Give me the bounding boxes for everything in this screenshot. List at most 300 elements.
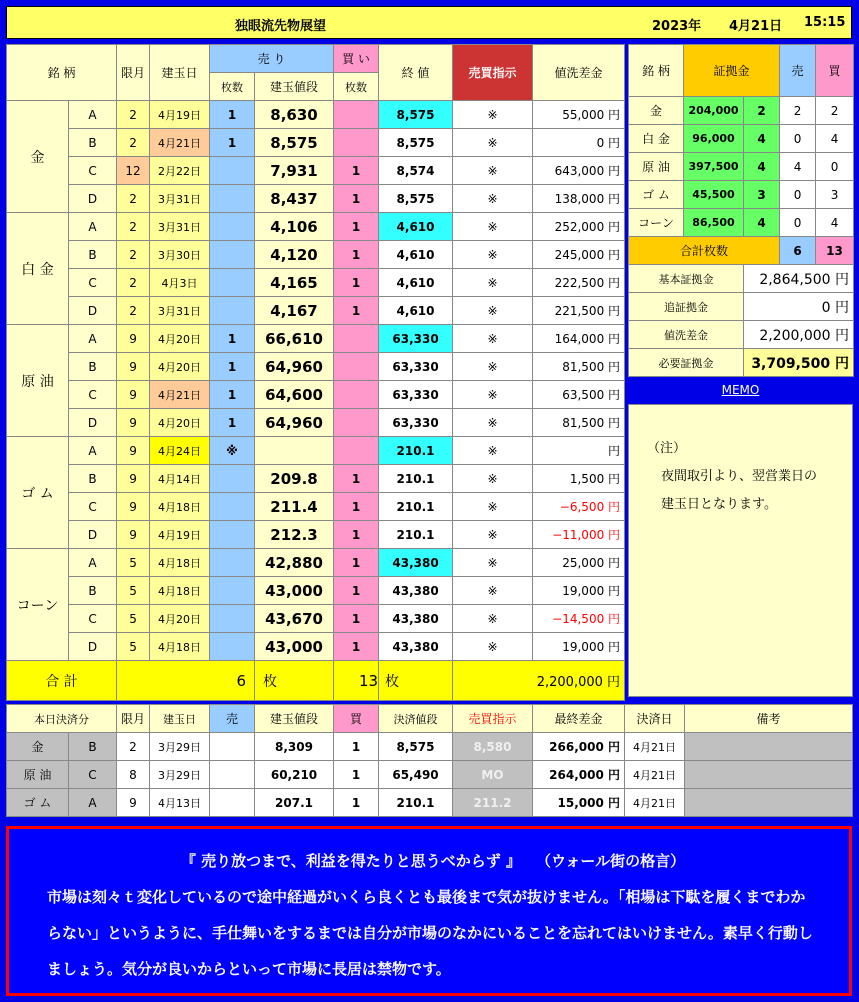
position-row	[7, 185, 625, 213]
sell-count	[210, 549, 255, 577]
col-buy-count: 枚数	[334, 73, 379, 101]
settle-final-diff: 266,000 円	[533, 733, 625, 761]
memo-note: （注）	[647, 441, 687, 456]
position-row	[7, 605, 625, 633]
close-price: 8,575	[379, 101, 453, 129]
buy-count: 1	[334, 549, 379, 577]
close-price: 210.1	[379, 465, 453, 493]
instruction-mark[interactable]: ※	[453, 129, 533, 157]
contract-month: 2	[117, 185, 150, 213]
open-date: 4月20日	[150, 353, 210, 381]
contract-key: B	[69, 241, 117, 269]
total-diff: 2,200,000 円	[453, 661, 625, 701]
settle-col-10: 備考	[685, 705, 853, 733]
settle-name: ゴ ム	[7, 789, 69, 817]
col-close: 終 値	[379, 45, 453, 101]
settle-col-4: 建玉値段	[255, 705, 334, 733]
col-open-date: 建玉日	[150, 45, 210, 101]
contract-key: D	[69, 521, 117, 549]
open-price: 4,120	[255, 241, 334, 269]
margin-row	[629, 153, 854, 181]
margin-sell: 0	[780, 209, 816, 237]
margin-col-buy: 買	[816, 45, 854, 97]
close-price: 8,575	[379, 185, 453, 213]
diff-value: 19,000 円	[533, 633, 625, 661]
total-label: 合 計	[7, 661, 117, 701]
close-price: 63,330	[379, 325, 453, 353]
margin-name: コーン	[629, 209, 684, 237]
commodity-name: 金	[7, 101, 69, 213]
margin-buy: 4	[816, 125, 854, 153]
buy-count	[334, 437, 379, 465]
contract-key: C	[69, 269, 117, 297]
settlement-row	[7, 733, 853, 761]
open-date: 4月18日	[150, 549, 210, 577]
position-row	[7, 549, 625, 577]
total-sell: 6	[117, 661, 255, 701]
instruction-mark[interactable]: ※	[453, 157, 533, 185]
memo-line-1: 夜間取引より、翌営業日の	[661, 469, 818, 484]
total-unit-buy: 枚	[379, 661, 453, 701]
settle-col-7: 売買指示	[453, 705, 533, 733]
contract-month: 2	[117, 129, 150, 157]
open-price: 64,960	[255, 353, 334, 381]
col-instruction[interactable]: 売買指示	[453, 45, 533, 101]
position-row	[7, 101, 625, 129]
settle-open-price: 8,309	[255, 733, 334, 761]
diff-value: 1,500 円	[533, 465, 625, 493]
open-price	[255, 437, 334, 465]
col-sell-count: 枚数	[210, 73, 255, 101]
quote-body: 市場は刻々ｔ変化しているので途中経過がいくら良くとも最後まで気が抜けません。「相場は下駄を履くまでわからない」というように、手仕舞いをするまでは自分が市場のなかにいることを忘れてはいけません。素早く行動しましょう。気分が良いからといって市場に長居は禁物です。	[47, 888, 813, 978]
contract-key: B	[69, 353, 117, 381]
settle-col-8: 最終差金	[533, 705, 625, 733]
settle-final-diff: 264,000 円	[533, 761, 625, 789]
diff-value: 81,500 円	[533, 353, 625, 381]
buy-count: 1	[334, 297, 379, 325]
margin-row	[629, 181, 854, 209]
margin-row	[629, 97, 854, 125]
position-row	[7, 241, 625, 269]
settle-col-3: 売	[210, 705, 255, 733]
contract-key: D	[69, 633, 117, 661]
close-price: 8,574	[379, 157, 453, 185]
open-price: 66,610	[255, 325, 334, 353]
margin-amount: 204,000	[684, 97, 744, 125]
contract-month: 9	[117, 409, 150, 437]
basic-margin-label: 基本証拠金	[629, 265, 744, 293]
instruction-mark[interactable]: ※	[453, 493, 533, 521]
position-row	[7, 353, 625, 381]
margin-row	[629, 125, 854, 153]
sell-count: ※	[210, 437, 255, 465]
instruction-mark[interactable]: ※	[453, 185, 533, 213]
close-price: 43,380	[379, 633, 453, 661]
open-price: 8,437	[255, 185, 334, 213]
settle-sell	[210, 761, 255, 789]
buy-count: 1	[334, 605, 379, 633]
margin-table	[628, 44, 854, 377]
sell-count	[210, 157, 255, 185]
position-row	[7, 325, 625, 353]
open-price: 42,880	[255, 549, 334, 577]
margin-total-sell: 6	[780, 237, 816, 265]
diff-value: 643,000 円	[533, 157, 625, 185]
open-date: 2月22日	[150, 157, 210, 185]
close-price: 43,380	[379, 577, 453, 605]
open-date: 4月18日	[150, 577, 210, 605]
margin-buy: 0	[816, 153, 854, 181]
memo-link[interactable]: MEMO	[721, 383, 760, 397]
settle-close-price: 210.1	[379, 789, 453, 817]
open-price: 43,000	[255, 633, 334, 661]
sell-count: 1	[210, 129, 255, 157]
diff-value: 252,000 円	[533, 213, 625, 241]
instruction-mark[interactable]: ※	[453, 521, 533, 549]
settle-key: B	[69, 733, 117, 761]
contract-key: C	[69, 381, 117, 409]
settle-note	[685, 761, 853, 789]
settle-name: 原 油	[7, 761, 69, 789]
position-row	[7, 437, 625, 465]
sell-count: 1	[210, 101, 255, 129]
settle-open-date: 4月13日	[150, 789, 210, 817]
buy-count: 1	[334, 465, 379, 493]
settle-buy: 1	[334, 761, 379, 789]
margin-name: 白 金	[629, 125, 684, 153]
col-sell: 売 り	[210, 45, 334, 73]
buy-count	[334, 129, 379, 157]
margin-name: ゴ ム	[629, 181, 684, 209]
instruction-mark[interactable]: ※	[453, 577, 533, 605]
position-row	[7, 409, 625, 437]
wash-diff-label: 値洗差金	[629, 321, 744, 349]
header-time: 15:15	[804, 15, 846, 30]
title-bar	[6, 6, 852, 39]
close-price: 210.1	[379, 437, 453, 465]
contract-key: B	[69, 465, 117, 493]
margin-sell: 2	[780, 97, 816, 125]
contract-month: 2	[117, 297, 150, 325]
settle-open-price: 60,210	[255, 761, 334, 789]
open-date: 4月19日	[150, 521, 210, 549]
contract-month: 2	[117, 213, 150, 241]
contract-month: 12	[117, 157, 150, 185]
position-row	[7, 633, 625, 661]
contract-month: 9	[117, 465, 150, 493]
open-price: 43,670	[255, 605, 334, 633]
margin-buy: 2	[816, 97, 854, 125]
header-date: 4月21日	[729, 19, 783, 34]
sell-count	[210, 297, 255, 325]
instruction-mark[interactable]: ※	[453, 269, 533, 297]
page-title: 独眼流先物展望	[235, 19, 327, 34]
diff-value: 63,500 円	[533, 381, 625, 409]
instruction-mark[interactable]: ※	[453, 381, 533, 409]
open-date: 3月31日	[150, 297, 210, 325]
close-price: 210.1	[379, 493, 453, 521]
settle-note	[685, 789, 853, 817]
buy-count: 1	[334, 521, 379, 549]
quote-title: 『 売り放つまで、利益を得たりと思うべからず 』 （ウォール街の格言）	[180, 852, 686, 870]
col-diff: 値洗差金	[533, 45, 625, 101]
margin-total-buy: 13	[816, 237, 854, 265]
contract-key: A	[69, 437, 117, 465]
positions-table	[6, 44, 625, 701]
memo-panel	[628, 404, 853, 697]
diff-value: 55,000 円	[533, 101, 625, 129]
settle-col-9: 決済日	[625, 705, 685, 733]
contract-month: 2	[117, 101, 150, 129]
open-price: 212.3	[255, 521, 334, 549]
settle-instruction: 8,580	[453, 733, 533, 761]
total-buy: 13	[334, 661, 379, 701]
margin-col-sell: 売	[780, 45, 816, 97]
col-buy: 買 い	[334, 45, 379, 73]
sell-count	[210, 269, 255, 297]
diff-value: 0 円	[533, 129, 625, 157]
buy-count: 1	[334, 185, 379, 213]
position-row	[7, 213, 625, 241]
settle-col-1: 限月	[117, 705, 150, 733]
margin-count: 2	[744, 97, 780, 125]
buy-count: 1	[334, 493, 379, 521]
settle-buy: 1	[334, 789, 379, 817]
diff-value: 25,000 円	[533, 549, 625, 577]
close-price: 63,330	[379, 409, 453, 437]
settle-open-date: 3月29日	[150, 733, 210, 761]
buy-count	[334, 353, 379, 381]
settle-instruction: 211.2	[453, 789, 533, 817]
contract-key: D	[69, 185, 117, 213]
open-price: 8,575	[255, 129, 334, 157]
instruction-mark[interactable]: ※	[453, 297, 533, 325]
buy-count: 1	[334, 633, 379, 661]
instruction-mark[interactable]: ※	[453, 325, 533, 353]
open-date: 4月20日	[150, 325, 210, 353]
margin-col-name: 銘 柄	[629, 45, 684, 97]
instruction-mark[interactable]: ※	[453, 409, 533, 437]
col-month: 限月	[117, 45, 150, 101]
margin-row	[629, 209, 854, 237]
contract-month: 5	[117, 633, 150, 661]
contract-month: 9	[117, 493, 150, 521]
settlement-row	[7, 789, 853, 817]
contract-key: C	[69, 157, 117, 185]
commodity-name: 原 油	[7, 325, 69, 437]
instruction-mark[interactable]: ※	[453, 465, 533, 493]
open-date: 4月19日	[150, 101, 210, 129]
open-price: 4,167	[255, 297, 334, 325]
margin-sell: 0	[780, 125, 816, 153]
instruction-mark[interactable]: ※	[453, 241, 533, 269]
diff-value: 円	[533, 437, 625, 465]
contract-month: 9	[117, 381, 150, 409]
contract-key: A	[69, 325, 117, 353]
contract-month: 5	[117, 549, 150, 577]
position-row	[7, 129, 625, 157]
margin-count: 4	[744, 153, 780, 181]
contract-month: 2	[117, 241, 150, 269]
margin-name: 金	[629, 97, 684, 125]
instruction-mark[interactable]: ※	[453, 549, 533, 577]
sell-count	[210, 605, 255, 633]
extra-margin-label: 追証拠金	[629, 293, 744, 321]
buy-count	[334, 325, 379, 353]
buy-count: 1	[334, 241, 379, 269]
basic-margin-value: 2,864,500 円	[744, 265, 854, 293]
header-year: 2023年	[652, 19, 702, 34]
margin-amount: 86,500	[684, 209, 744, 237]
contract-month: 9	[117, 353, 150, 381]
col-name: 銘 柄	[7, 45, 117, 101]
settle-sell	[210, 789, 255, 817]
diff-value: −14,500 円	[533, 605, 625, 633]
position-row	[7, 157, 625, 185]
diff-value: 138,000 円	[533, 185, 625, 213]
sell-count: 1	[210, 409, 255, 437]
settle-date: 4月21日	[625, 789, 685, 817]
settle-close-price: 65,490	[379, 761, 453, 789]
open-date: 4月21日	[150, 381, 210, 409]
margin-sell: 0	[780, 181, 816, 209]
open-price: 4,106	[255, 213, 334, 241]
required-margin-value: 3,709,500 円	[744, 349, 854, 377]
open-price: 64,600	[255, 381, 334, 409]
diff-value: 222,500 円	[533, 269, 625, 297]
extra-margin-value: 0 円	[744, 293, 854, 321]
contract-month: 2	[117, 269, 150, 297]
open-date: 4月20日	[150, 409, 210, 437]
open-date: 3月31日	[150, 185, 210, 213]
margin-amount: 397,500	[684, 153, 744, 181]
open-price: 43,000	[255, 577, 334, 605]
diff-value: 221,500 円	[533, 297, 625, 325]
instruction-mark[interactable]: ※	[453, 213, 533, 241]
wash-diff-value: 2,200,000 円	[744, 321, 854, 349]
sell-count: 1	[210, 353, 255, 381]
sell-count	[210, 577, 255, 605]
contract-month: 9	[117, 437, 150, 465]
settle-date: 4月21日	[625, 733, 685, 761]
buy-count: 1	[334, 157, 379, 185]
commodity-name: 白 金	[7, 213, 69, 325]
sell-count	[210, 521, 255, 549]
diff-value: 19,000 円	[533, 577, 625, 605]
open-date: 4月20日	[150, 605, 210, 633]
sell-count	[210, 213, 255, 241]
instruction-mark[interactable]: ※	[453, 437, 533, 465]
contract-month: 5	[117, 605, 150, 633]
memo-line-2: 建玉日となります。	[661, 497, 777, 512]
close-price: 8,575	[379, 129, 453, 157]
instruction-mark[interactable]: ※	[453, 101, 533, 129]
total-unit-sell: 枚	[255, 661, 334, 701]
position-row	[7, 577, 625, 605]
contract-key: C	[69, 493, 117, 521]
sell-count	[210, 493, 255, 521]
settle-open-date: 3月29日	[150, 761, 210, 789]
open-price: 4,165	[255, 269, 334, 297]
settle-note	[685, 733, 853, 761]
open-date: 4月24日	[150, 437, 210, 465]
settle-month: 9	[117, 789, 150, 817]
settle-date: 4月21日	[625, 761, 685, 789]
close-price: 43,380	[379, 605, 453, 633]
instruction-mark[interactable]: ※	[453, 605, 533, 633]
settle-close-price: 8,575	[379, 733, 453, 761]
contract-month: 9	[117, 325, 150, 353]
contract-key: B	[69, 129, 117, 157]
margin-count: 4	[744, 125, 780, 153]
contract-key: D	[69, 409, 117, 437]
buy-count	[334, 101, 379, 129]
diff-value: −11,000 円	[533, 521, 625, 549]
close-price: 4,610	[379, 297, 453, 325]
commodity-name: コーン	[7, 549, 69, 661]
settle-key: C	[69, 761, 117, 789]
margin-sell: 4	[780, 153, 816, 181]
open-price: 211.4	[255, 493, 334, 521]
open-date: 4月3日	[150, 269, 210, 297]
margin-total-label: 合計枚数	[629, 237, 780, 265]
margin-amount: 96,000	[684, 125, 744, 153]
close-price: 210.1	[379, 521, 453, 549]
commodity-name: ゴ ム	[7, 437, 69, 549]
contract-key: A	[69, 549, 117, 577]
contract-key: A	[69, 213, 117, 241]
settle-buy: 1	[334, 733, 379, 761]
contract-month: 9	[117, 521, 150, 549]
settle-sell	[210, 733, 255, 761]
settle-col-0: 本日決済分	[7, 705, 117, 733]
sell-count	[210, 633, 255, 661]
buy-count: 1	[334, 269, 379, 297]
sell-count: 1	[210, 381, 255, 409]
close-price: 63,330	[379, 381, 453, 409]
diff-value: 81,500 円	[533, 409, 625, 437]
settle-instruction: MO	[453, 761, 533, 789]
margin-count: 4	[744, 209, 780, 237]
close-price: 43,380	[379, 549, 453, 577]
position-row	[7, 493, 625, 521]
settle-col-5: 買	[334, 705, 379, 733]
margin-name: 原 油	[629, 153, 684, 181]
margin-buy: 3	[816, 181, 854, 209]
contract-key: D	[69, 297, 117, 325]
margin-count: 3	[744, 181, 780, 209]
buy-count: 1	[334, 577, 379, 605]
open-date: 3月30日	[150, 241, 210, 269]
open-date: 4月14日	[150, 465, 210, 493]
instruction-mark[interactable]: ※	[453, 353, 533, 381]
diff-value: −6,500 円	[533, 493, 625, 521]
settle-open-price: 207.1	[255, 789, 334, 817]
settlement-table	[6, 704, 853, 817]
position-row	[7, 521, 625, 549]
margin-col-amount: 証拠金	[684, 45, 780, 97]
buy-count: 1	[334, 213, 379, 241]
open-price: 8,630	[255, 101, 334, 129]
open-date: 4月21日	[150, 129, 210, 157]
open-price: 64,960	[255, 409, 334, 437]
open-price: 7,931	[255, 157, 334, 185]
sell-count	[210, 465, 255, 493]
contract-key: B	[69, 577, 117, 605]
contract-key: A	[69, 101, 117, 129]
instruction-mark[interactable]: ※	[453, 633, 533, 661]
close-price: 4,610	[379, 241, 453, 269]
